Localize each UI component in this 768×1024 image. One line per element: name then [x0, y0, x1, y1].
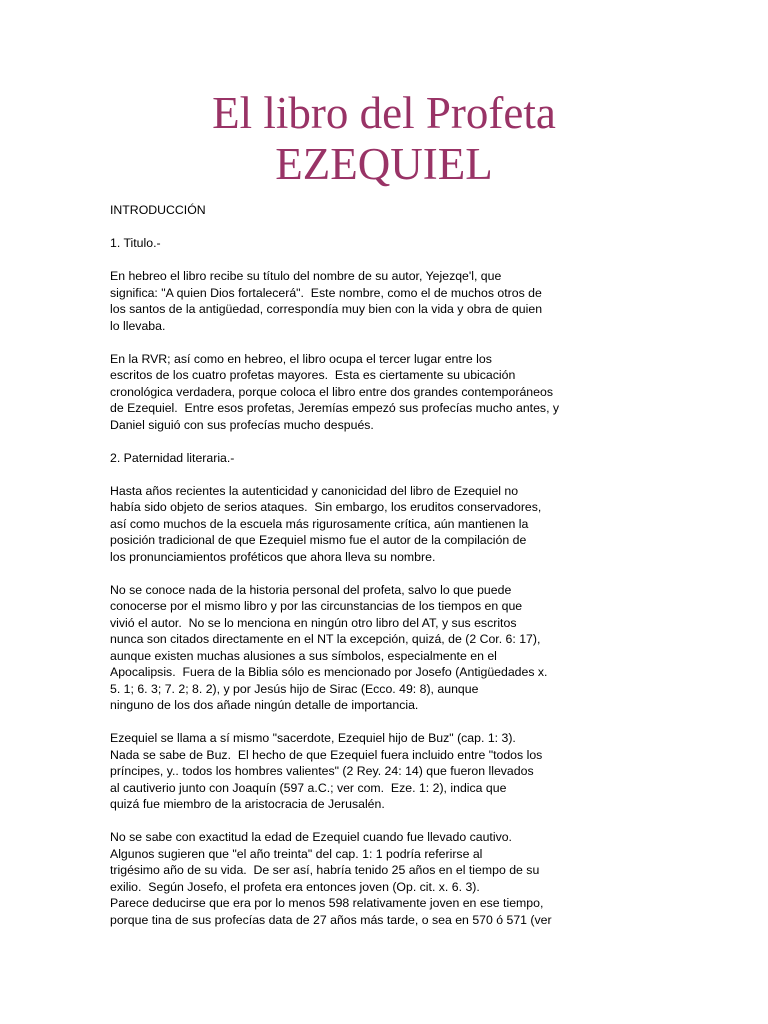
- text-line: 2. Paternidad literaria.-: [110, 450, 235, 465]
- paragraph: [110, 483, 710, 566]
- text-line: cronológica verdadera, porque coloca el libro entre dos grandes contemporáneos: [110, 384, 553, 399]
- section-heading-introduccion: [110, 202, 710, 219]
- text-line: Hasta años recientes la autenticidad y canonicidad del libro de Ezequiel no: [110, 483, 519, 498]
- paragraph: [110, 351, 710, 434]
- paragraph: [110, 730, 710, 813]
- document-title-line-1: El libro del Profeta: [212, 88, 556, 138]
- text-line: posición tradicional de que Ezequiel mismo fue el autor de la compilación de: [110, 533, 527, 547]
- text-line: había sido objeto de serios ataques. Sin embargo, los eruditos conservadores,: [110, 500, 542, 514]
- text-line: Parece deducirse que era por lo menos 598 relativamente joven en ese tiempo,: [110, 896, 544, 910]
- text-line: En hebreo el libro recibe su título del nombre de su autor, Yejezqe'l, que: [110, 269, 502, 283]
- text-line: Apocalipsis. Fuera de la Biblia sólo es mencionado por Josefo (Antigüedades x.: [110, 665, 548, 679]
- section-heading-titulo: [110, 235, 710, 252]
- text-line: vivió el autor. No se lo menciona en ningún otro libro del AT, y sus escritos: [110, 615, 517, 630]
- text-line: aunque existen muchas alusiones a sus símbolos, especialmente en el: [110, 648, 497, 663]
- text-line: 1. Titulo.-: [110, 236, 161, 250]
- text-line: INTRODUCCIÓN: [110, 203, 206, 217]
- text-line: escritos de los cuatro profetas mayores. Esta es ciertamente su ubicación: [110, 368, 516, 382]
- section-heading-paternidad: [110, 450, 710, 467]
- document-body: [110, 202, 710, 945]
- paragraph: [110, 268, 710, 334]
- text-line: No se conoce nada de la historia personal del profeta, salvo lo que puede: [110, 582, 512, 597]
- text-line: lo llevaba.: [110, 318, 166, 333]
- text-line: Nada se sabe de Buz. El hecho de que Ezequiel fuera incluido entre "todos los: [110, 747, 543, 762]
- text-line: los pronunciamientos proféticos que ahora lleva su nombre.: [110, 549, 436, 564]
- text-line: exilio. Según Josefo, el profeta era entonces joven (Op. cit. x. 6. 3).: [110, 879, 480, 894]
- text-line: En la RVR; así como en hebreo, el libro ocupa el tercer lugar entre los: [110, 351, 492, 366]
- text-line: significa: "A quien Dios fortalecerá". Este nombre, como el de muchos otros de: [110, 285, 542, 300]
- text-line: trigésimo año de su vida. De ser así, habría tenido 25 años en el tiempo de su: [110, 863, 540, 877]
- text-line: quizá fue miembro de la aristocracia de Jerusalén.: [110, 797, 385, 811]
- text-line: príncipes, y.. todos los hombres valientes" (2 Rey. 24: 14) que fueron llevados: [110, 764, 534, 778]
- text-line: porque tina de sus profecías data de 27 años más tarde, o sea en 570 ó 571 (ver: [110, 912, 552, 927]
- text-line: Algunos sugieren que "el año treinta" del cap. 1: 1 podría referirse al: [110, 846, 483, 861]
- text-line: ninguno de los dos añade ningún detalle de importancia.: [110, 698, 419, 712]
- text-line: 5. 1; 6. 3; 7. 2; 8. 2), y por Jesús hijo de Sirac (Ecco. 49: 8), aunque: [110, 681, 479, 696]
- text-line: Ezequiel se llama a sí mismo "sacerdote, Ezequiel hijo de Buz" (cap. 1: 3).: [110, 731, 516, 745]
- paragraph: [110, 582, 710, 714]
- text-line: conocerse por el mismo libro y por las circunstancias de los tiempos en que: [110, 599, 523, 613]
- text-line: de Ezequiel. Entre esos profetas, Jeremías empezó sus profecías mucho antes, y: [110, 401, 560, 415]
- text-line: al cautiverio junto con Joaquín (597 a.C.; ver com. Eze. 1: 2), indica que: [110, 780, 507, 795]
- text-line: los santos de la antigüedad, correspondía muy bien con la vida y obra de quien: [110, 302, 543, 316]
- document-title-line-2: EZEQUIEL: [275, 139, 493, 189]
- text-line: así como muchos de la escuela más rigurosamente crítica, aún mantienen la: [110, 516, 529, 531]
- text-line: Daniel siguió con sus profecías mucho después.: [110, 417, 374, 432]
- text-line: No se sabe con exactitud la edad de Ezequiel cuando fue llevado cautivo.: [110, 830, 512, 844]
- paragraph: [110, 829, 710, 928]
- text-line: nunca son citados directamente en el NT la excepción, quizá, de (2 Cor. 6: 17),: [110, 632, 541, 646]
